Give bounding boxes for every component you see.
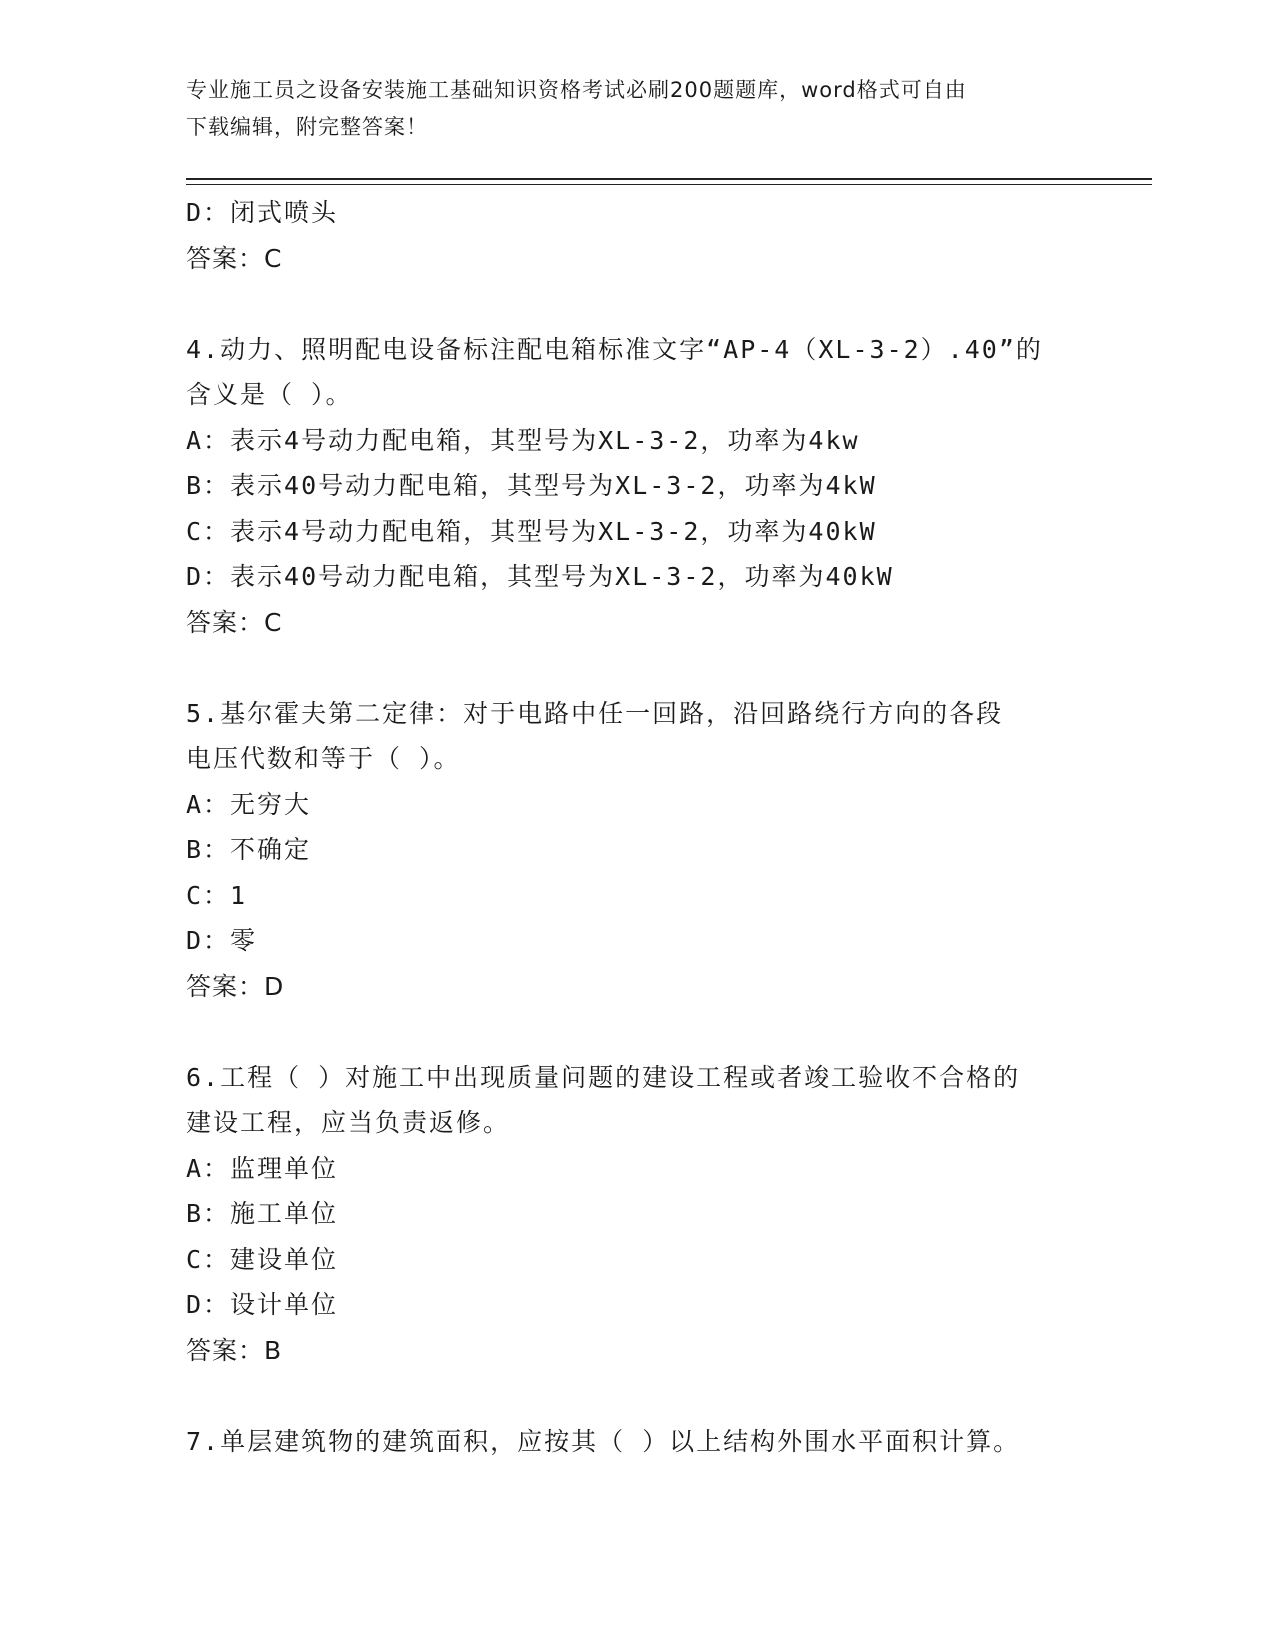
header-divider-thin xyxy=(186,184,1152,185)
question-5 xyxy=(186,691,1086,1010)
question-stem: 6.工程（ ）对施工中出现质量问题的建设工程或者竣工验收不合格的 xyxy=(186,1062,1021,1092)
answer: 答案：C xyxy=(186,243,283,273)
option-d: D：表示40号动力配电箱，其型号为XL-3-2，功率为40kW xyxy=(186,562,894,591)
question-7 xyxy=(186,1419,1086,1465)
question-stem: 5.基尔霍夫第二定律：对于电路中任一回路，沿回路绕行方向的各段 xyxy=(186,698,1004,728)
answer: 答案：B xyxy=(186,1335,283,1365)
option-b: B：不确定 xyxy=(186,835,312,864)
option-d: D：闭式喷头 xyxy=(186,198,339,227)
option-a: A：无穷大 xyxy=(186,789,312,819)
spacer xyxy=(186,645,1086,691)
question-3-tail xyxy=(186,190,1086,281)
spacer xyxy=(186,1009,1086,1055)
question-stem: 电压代数和等于（ ）。 xyxy=(186,744,461,773)
option-c: C：1 xyxy=(186,880,248,910)
option-a: A：表示4号动力配电箱，其型号为XL-3-2，功率为4kw xyxy=(186,425,860,455)
question-stem: 建设工程，应当负责返修。 xyxy=(186,1108,511,1137)
option-a: A：监理单位 xyxy=(186,1153,339,1183)
spacer xyxy=(186,281,1086,327)
option-c: C：表示4号动力配电箱，其型号为XL-3-2，功率为40kW xyxy=(186,516,877,546)
question-stem: 4.动力、照明配电设备标注配电箱标准文字“AP-4（XL-3-2）.40”的 xyxy=(186,334,1043,364)
option-c: C：建设单位 xyxy=(186,1244,339,1274)
option-d: D：零 xyxy=(186,926,258,955)
question-stem: 7.单层建筑物的建筑面积，应按其（ ）以上结构外围水平面积计算。 xyxy=(186,1426,1021,1456)
question-list xyxy=(186,190,1086,1464)
header-line-1: 专业施工员之设备安装施工基础知识资格考试必刷200题题库，word格式可自由 xyxy=(186,78,967,102)
spacer xyxy=(186,1373,1086,1419)
document-header xyxy=(186,72,1066,146)
question-6 xyxy=(186,1055,1086,1374)
option-b: B：表示40号动力配电箱，其型号为XL-3-2，功率为4kW xyxy=(186,471,877,500)
option-d: D：设计单位 xyxy=(186,1290,339,1319)
header-line-2: 下载编辑，附完整答案！ xyxy=(186,115,428,139)
answer: 答案：C xyxy=(186,607,283,637)
option-b: B：施工单位 xyxy=(186,1199,339,1228)
question-4 xyxy=(186,327,1086,646)
question-stem: 含义是（ ）。 xyxy=(186,380,353,409)
answer: 答案：D xyxy=(186,971,285,1001)
header-divider-thick xyxy=(186,178,1152,180)
